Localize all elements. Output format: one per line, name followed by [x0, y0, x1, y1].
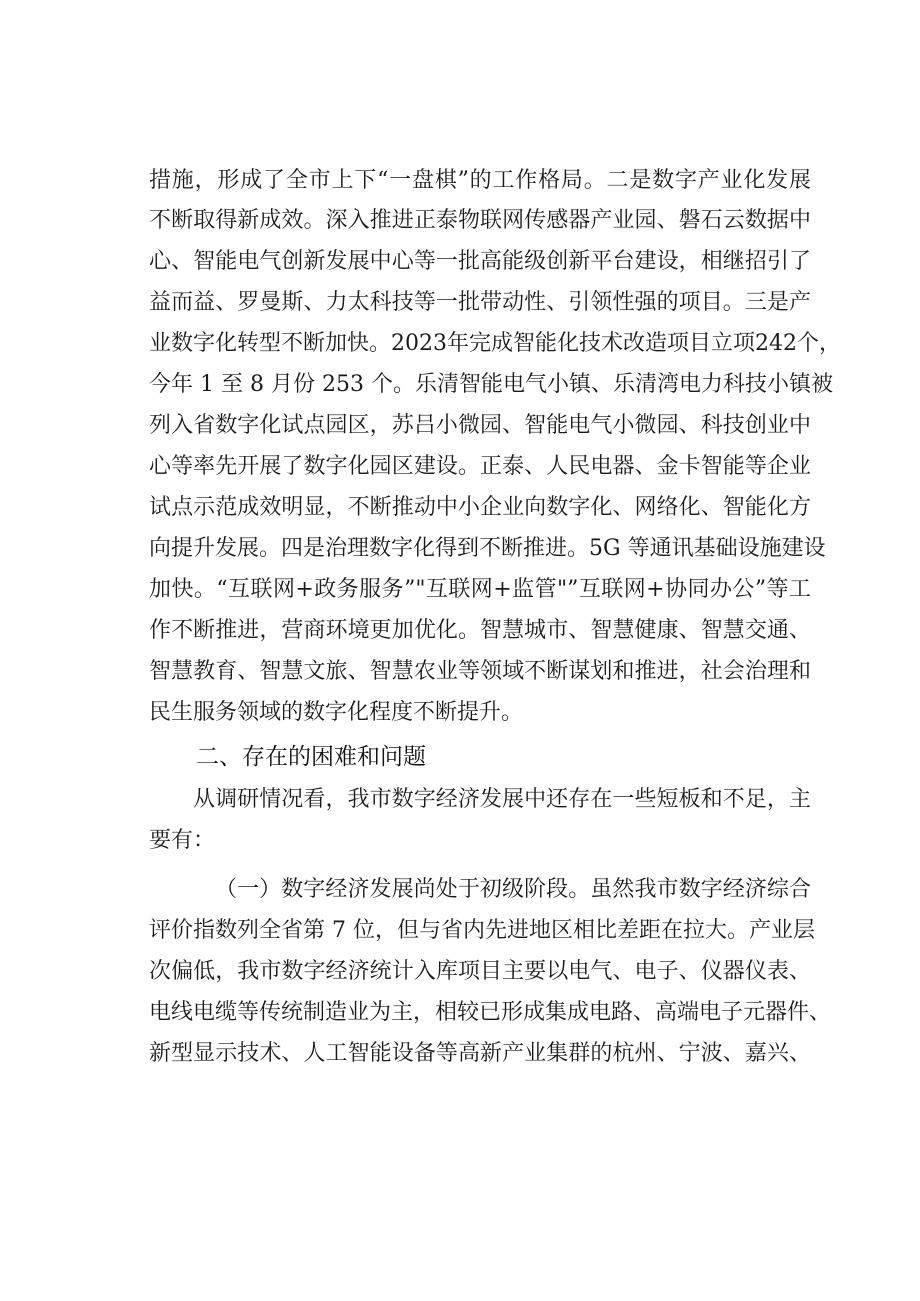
paragraph-1-line: 益而益、罗曼斯、力太科技等一批带动性、引领性强的项目。三是产	[149, 290, 811, 315]
paragraph-3-line: （一）数字经济发展尚处于初级阶段。虽然我市数字经济综合	[215, 877, 811, 902]
paragraph-2-line: 从调研情况看，我市数字经济发展中还存在一些短板和不足，主	[193, 787, 811, 812]
paragraph-1-line: 不断取得新成效。深入推进正泰物联网传感器产业园、磐石云数据中	[149, 208, 811, 233]
paragraph-1-line: 民生服务领域的数字化程度不断提升。	[149, 700, 524, 725]
paragraph-1-line: 措施，形成了全市上下“一盘棋”的工作格局。二是数字产业化发展	[149, 168, 811, 193]
section-heading: 二、存在的困难和问题	[196, 744, 426, 770]
paragraph-1-line: 列入省数字化试点园区，苏吕小微园、智能电气小微园、科技创业中	[149, 413, 811, 438]
paragraph-3-line: 次偏低，我市数字经济统计入库项目主要以电气、电子、仪器仪表、	[149, 959, 811, 984]
paragraph-1-line: 业数字化转型不断加快。2023年完成智能化技术改造项目立项242个，	[149, 331, 841, 356]
paragraph-1-line: 心等率先开展了数字化园区建设。正泰、人民电器、金卡智能等企业	[149, 454, 811, 479]
paragraph-3-line: 电线电缆等传统制造业为主，相较已形成集成电路、高端电子元器件、	[149, 1000, 832, 1025]
paragraph-1-line: 向提升发展。四是治理数字化得到不断推进。5G 等通讯基础设施建设	[149, 536, 826, 561]
paragraph-3-line: 新型显示技术、人工智能设备等高新产业集群的杭州、宁波、嘉兴、	[149, 1041, 811, 1066]
paragraph-1-line: 作不断推进，营商环境更加优化。智慧城市、智慧健康、智慧交通、	[149, 618, 811, 643]
paragraph-2-line: 要有：	[149, 828, 216, 853]
paragraph-1-line: 今年 1 至 8 月份 253 个。乐清智能电气小镇、乐清湾电力科技小镇被	[149, 372, 833, 397]
paragraph-1-line: 加快。“互联网+政务服务”"互联网+监管"”互联网+协同办公”等工	[149, 577, 811, 602]
paragraph-1-line: 智慧教育、智慧文旅、智慧农业等领域不断谋划和推进，社会治理和	[149, 659, 811, 684]
paragraph-1-line: 心、智能电气创新发展中心等一批高能级创新平台建设，相继招引了	[149, 249, 811, 274]
paragraph-1-line: 试点示范成效明显，不断推动中小企业向数字化、网络化、智能化方	[149, 495, 811, 520]
paragraph-3-line: 评价指数列全省第 7 位，但与省内先进地区相比差距在拉大。产业层	[149, 918, 815, 943]
